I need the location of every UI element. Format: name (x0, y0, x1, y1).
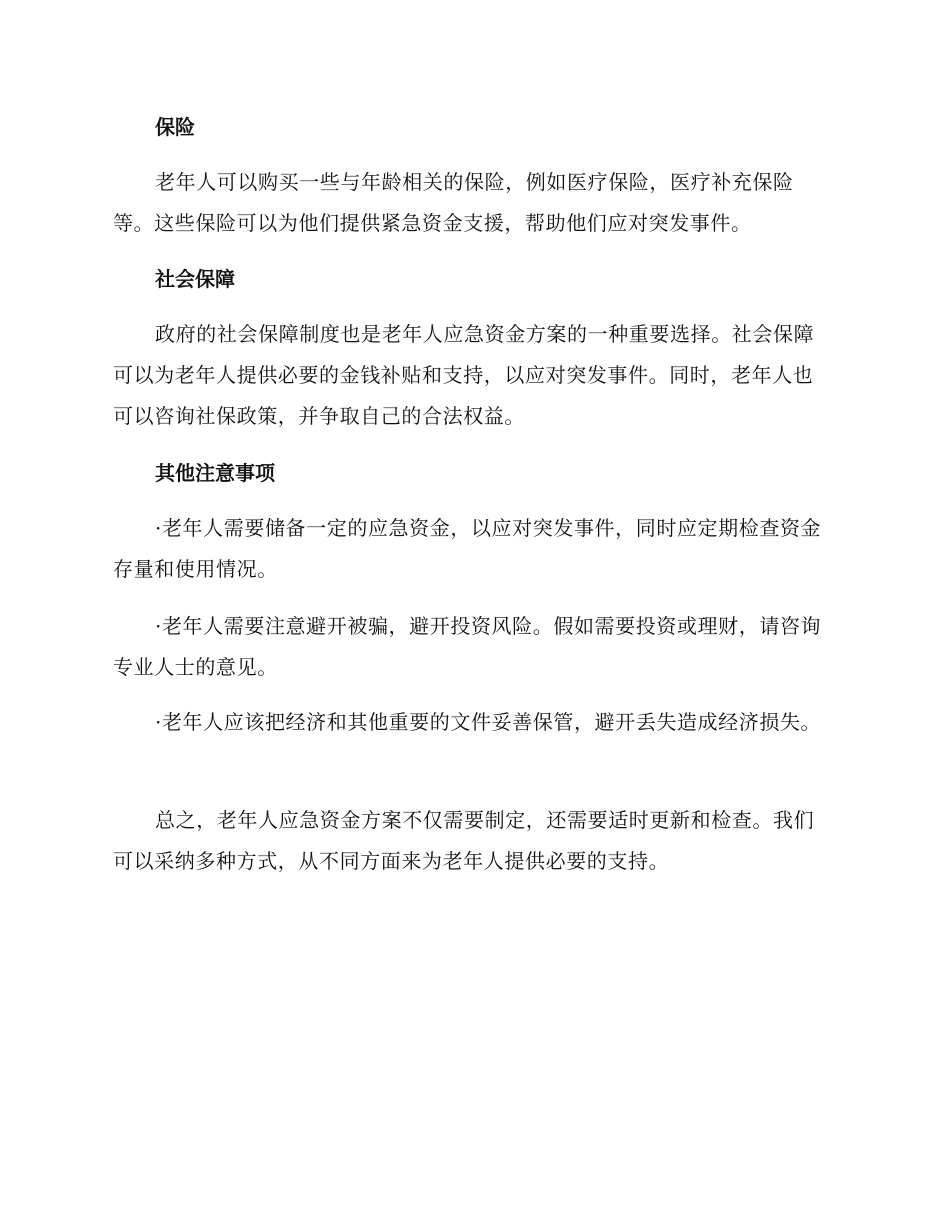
bullet-item-emergency-reserve: ·老年人需要储备一定的应急资金，以应对突发事件，同时应定期检查资金存量和使用情况。 (113, 516, 822, 581)
bullet-item-avoid-fraud: ·老年人需要注意避开被骗，避开投资风险。假如需要投资或理财，请咨询专业人士的意见。 (113, 614, 822, 679)
paragraph-conclusion: 总之，老年人应急资金方案不仅需要制定，还需要适时更新和检查。我们可以采纳多种方式，从不同方面来为老年人提供必要的支持。 (113, 808, 815, 873)
section-heading-other-notes: 其他注意事项 (155, 461, 275, 485)
paragraph-social-security: 政府的社会保障制度也是老年人应急资金方案的一种重要选择。社会保障可以为老年人提供必要的金钱补贴和支持，以应对突发事件。同时，老年人也可以咨询社保政策，并争取自己的合法权益。 (113, 322, 815, 428)
paragraph-insurance: 老年人可以购买一些与年龄相关的保险，例如医疗保险，医疗补充保险等。这些保险可以为他们提供紧急资金支援，帮助他们应对突发事件。 (113, 170, 794, 235)
section-heading-social-security: 社会保障 (155, 267, 235, 291)
section-heading-insurance: 保险 (155, 115, 195, 139)
bullet-item-keep-documents: ·老年人应该把经济和其他重要的文件妥善保管，避开丢失造成经济损失。 (155, 710, 822, 734)
